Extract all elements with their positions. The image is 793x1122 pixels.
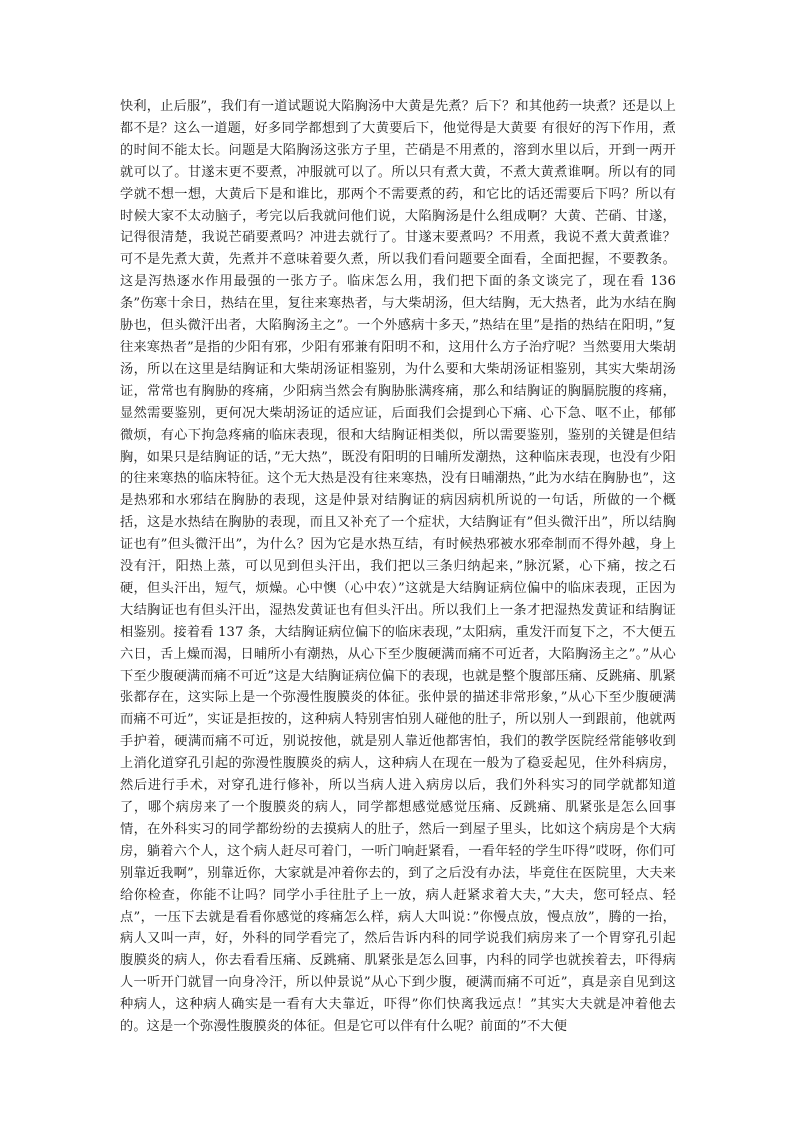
body-text <box>120 96 676 1038</box>
paragraph: 快利，止后服”，我们有一道试题说大陷胸汤中大黄是先煮？后下？和其他药一块煮？还是以上都不是？这么一道题，好多同学都想到了大黄要后下，他觉得是大黄要 有很好的泻下作用，煮的时间不能太长。问题是大陷胸汤这张方子里，芒硝是不用煮的，溶到水里以后，开到一两开就可以了。甘遂末更不要煮，冲服就可以了。所以只有煮大黄，不煮大黄煮谁啊。所以有的同学就不想一想，大黄后下是和谁比，那两个不需要煮的药，和它比的话还需要后下吗？所以有时候大家不太动脑子，考完以后我就问他们说，大陷胸汤是什么组成啊？大黄、芒硝、甘遂，记得很清楚，我说芒硝要煮吗？冲进去就行了。甘遂末要煮吗？不用煮，我说不煮大黄煮谁？可不是先煮大黄，先煮并不意味着要久煮，所以我们看问题要全面看，全面把握，不要教条。这是泻热逐水作用最强的一张方子。临床怎么用，我们把下面的条文谈完了，现在看 136 条”伤寒十余日，热结在里，复往来寒热者，与大柴胡汤，但大结胸，无大热者，此为水结在胸胁也，但头微汗出者，大陷胸汤主之”。一个外感病十多天，”热结在里”是指的热结在阳明，”复往来寒热者”是指的少阳有邪，少阳有邪兼有阳明不和，这用什么方子治疗呢？当然要用大柴胡汤，所以在这里是结胸证和大柴胡汤证相鉴别，为什么要和大柴胡汤证相鉴别，其实大柴胡汤证，常常也有胸胁的疼痛，少阳病当然会有胸胁胀满疼痛，那么和结胸证的胸膈脘腹的疼痛，显然需要鉴别，更何况大柴胡汤证的适应证，后面我们会提到心下痛、心下急、呕不止，郁郁微烦，有心下拘急疼痛的临床表现，很和大结胸证相类似，所以需要鉴别，鉴别的关键是但结胸，如果只是结胸证的话，”无大热”，既没有阳明的日晡所发潮热，这种临床表现，也没有少阳的往来寒热的临床特征。这个无大热是没有往来寒热，没有日晡潮热，”此为水结在胸胁也”，这是热邪和水邪结在胸胁的表现，这是仲景对结胸证的病因病机所说的一句话，所做的一个概括，这是水热结在胸胁的表现，而且又补充了一个症状，大结胸证有”但头微汗出”，所以结胸证也有”但头微汗出”，为什么？因为它是水热互结，有时候热邪被水邪牵制而不得外越，身上没有汗，阳热上蒸，可以见到但头汗出，我们把以三条归纳起来，”脉沉紧，心下痛，按之石硬，但头汗出，短气，烦燥。心中懊（心中农）”这就是大结胸证病位偏中的临床表现，正因为大结胸证也有但头汗出，湿热发黄证也有但头汗出。所以我们上一条才把湿热发黄证和结胸证相鉴别。接着看 137 条，大结胸证病位偏下的临床表现，”太阳病，重发汗而复下之，不大便五六日，舌上燥而渴，日晡所小有潮热，从心下至少腹硬满而痛不可近者，大陷胸汤主之”。”从心下至少腹硬满而痛不可近”这是大结胸证病位偏下的表现，也就是整个腹部压痛、反跳痛、肌紧张都存在，这实际上是一个弥漫性腹膜炎的体征。张仲景的描述非常形象，”从心下至少腹硬满而痛不可近”，实证是拒按的，这种病人特别害怕别人碰他的肚子，所以别人一到跟前，他就两手护着，硬满而痛不可近，别说按他，就是别人靠近他都害怕，我们的教学医院经常能够收到上消化道穿孔引起的弥漫性腹膜炎的病人，这种病人在现在一般为了稳妥起见，住外科病房，然后进行手术，对穿孔进行修补，所以当病人进入病房以后，我们外科实习的同学就都知道了，哪个病房来了一个腹膜炎的病人，同学都想感觉感觉压痛、反跳痛、肌紧张是怎么回事情，在外科实习的同学都纷纷的去摸病人的肚子，然后一到屋子里头，比如这个病房是个大病房，躺着六个人，这个病人赶尽可着门，一听门响赶紧看，一看年轻的学生吓得”哎呀，你们可别靠近我啊”，别靠近你，大家就是冲着你去的，到了之后没有办法，毕竟住在医院里，大夫来给你检查，你能不让吗？同学小手往肚子上一放，病人赶紧求着大夫，”大夫，您可轻点、轻点”，一压下去就是看看你感觉的疼痛怎么样，病人大叫说：”你慢点放，慢点放”，腾的一抬，病人又叫一声，好，外科的同学看完了，然后告诉内科的同学说我们病房来了一个胃穿孔引起腹膜炎的病人，你去看看压痛、反跳痛、肌紧张是怎么回事，内科的同学也就挨着去，吓得病人一听开门就冒一向身冷汗，所以仲景说”从心下到少腹，硬满而痛不可近”，真是亲自见到这种病人，这种病人确实是一看有大夫靠近，吓得”你们快离我远点！”其实大夫就是冲着他去的。这是一个弥漫性腹膜炎的体征。但是它可以伴有什么呢？前面的”不大便 <box>120 99 676 1035</box>
